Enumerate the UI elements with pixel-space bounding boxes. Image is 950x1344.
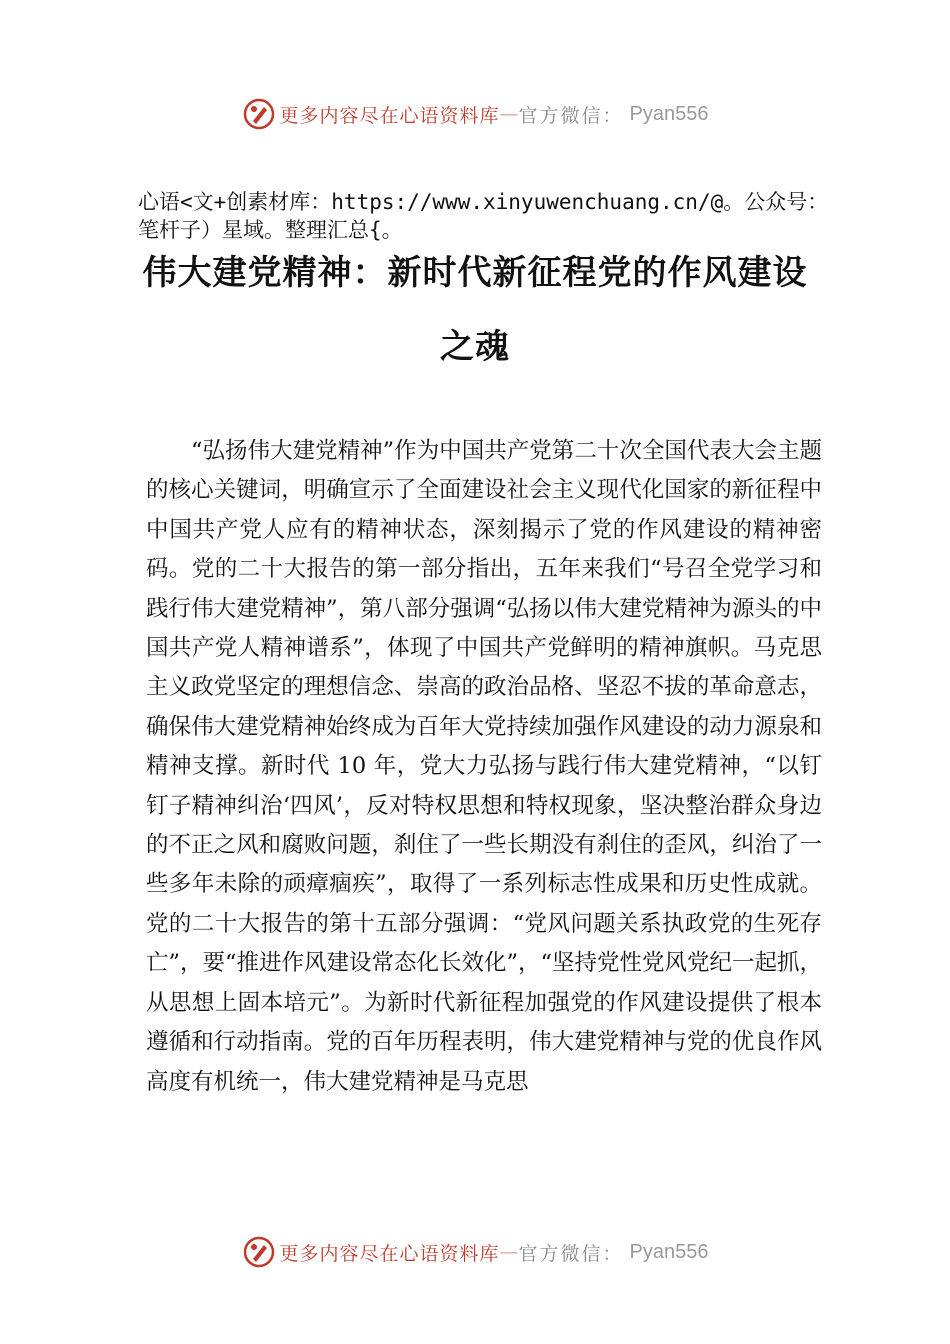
pen-nib-logo-icon — [242, 1235, 276, 1269]
watermark-text: 更多内容尽在心语资料库 — [279, 1242, 500, 1265]
footer-watermark — [0, 1232, 950, 1272]
watermark-wechat-id: Pyan556 — [629, 102, 709, 125]
watermark-wechat-id: Pyan556 — [629, 1240, 709, 1263]
watermark-separator: — — [499, 103, 519, 125]
watermark-label: 官方微信： — [518, 1242, 624, 1265]
body-paragraph: “弘扬伟大建党精神”作为中国共产党第二十次全国代表大会主题的核心关键词，明确宣示了全面建设社会主义现代化国家的新征程中中国共产党人应有的精神状态，深刻揭示了党的作风建设的精神密码。党的二十大报告的第一部分指出，五年来我们“号召全党学习和践行伟大建党精神”，第八部分强调“弘扬以伟大建党精神为源头的中国共产党人精神谱系”，体现了中国共产党鲜明的精神旗帜。马克思主义政党坚定的理想信念、崇高的政治品格、坚忍不拔的革命意志， 确保伟大建党精神始终成为百年大党持续加强作风建设的动力源泉和精神支撑。新时代 10 年，党大力弘扬与践行伟大建党精神，“以钉钉子精神纠治‘四风’，反对特权思想和特权现象，坚决整治群众身边的不正之风和腐败问题，刹住了一些长期没有刹住的歪风，纠治了一些多年未除的顽瘴痼疾”，取得了一系列标志性成果和历史性成就。党的二十大报告的第十五部分强调：“党风问题关系执政党的生死存亡”，要“推进作风建设常态化长效化”，“坚持党性党风党纪一起抓，从思想上固本培元”。为新时代新征程加强党的作风建设提供了根本遵循和行动指南。党的百年历程表明，伟大建党精神与党的优良作风高度有机统一，伟大建党精神是马克思 — [146, 438, 823, 1095]
watermark-separator: — — [499, 1241, 519, 1263]
source-line: 心语<文+创素材库：https://www.xinyuwenchuang.cn/@。公众号：笔杆子）星域。整理汇总{。 — [138, 190, 829, 242]
watermark-text: 更多内容尽在心语资料库 — [279, 104, 500, 127]
watermark-label: 官方微信： — [518, 104, 624, 127]
pen-nib-logo-icon — [242, 97, 276, 131]
header-watermark — [0, 94, 950, 134]
document-title: 伟大建党精神：新时代新征程党的作风建设之魂 — [142, 253, 808, 367]
